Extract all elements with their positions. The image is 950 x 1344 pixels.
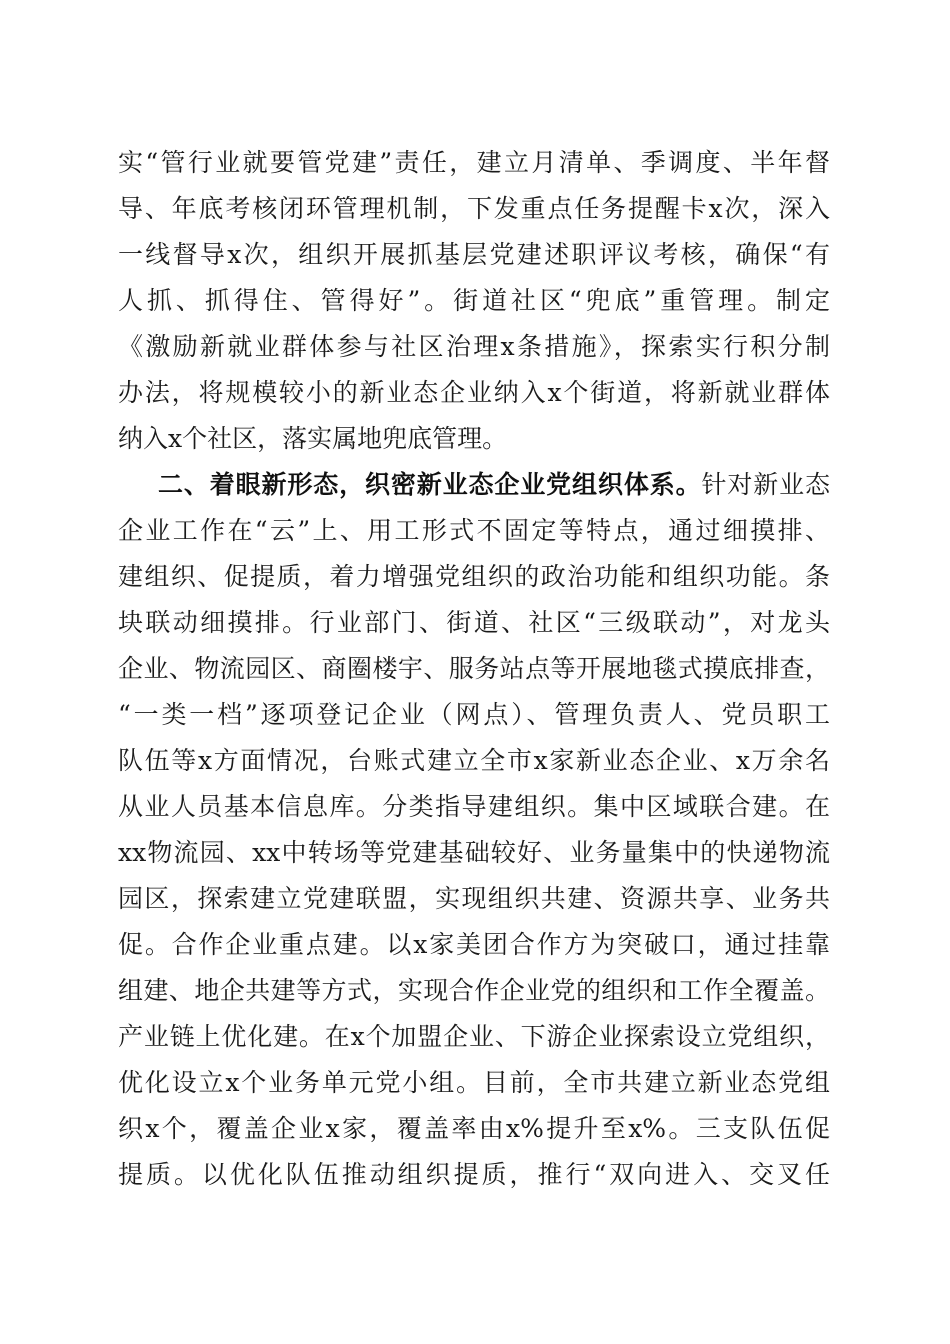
text-line: “一类一档”逐项登记企业（网点）、管理负责人、党员职工 <box>118 700 830 729</box>
text-line: 园区，探索建立党建联盟，实现组织共建、资源共享、业务共 <box>118 884 830 913</box>
text-line: 组建、地企共建等方式，实现合作企业党的组织和工作全覆盖。 <box>118 976 830 1005</box>
text-line: 导、年底考核闭环管理机制，下发重点任务提醒卡x次，深入 <box>118 194 830 223</box>
text-line: 织x个，覆盖企业x家，覆盖率由x%提升至x%。三支队伍促 <box>118 1114 830 1143</box>
text-line: 促。合作企业重点建。以x家美团合作方为突破口，通过挂靠 <box>118 930 830 959</box>
text-line: 一线督导x次，组织开展抓基层党建述职评议考核，确保“有 <box>118 240 830 269</box>
text-line: 提质。以优化队伍推动组织提质，推行“双向进入、交叉任 <box>118 1160 830 1189</box>
paragraph-responsibility <box>118 140 830 462</box>
section-heading: 二、着眼新形态，织密新业态企业党组织体系。 <box>158 470 702 499</box>
text-line: 实“管行业就要管党建”责任，建立月清单、季调度、半年督 <box>118 148 830 177</box>
text-line: 企业、物流园区、商圈楼宇、服务站点等开展地毯式摸底排查， <box>118 654 830 683</box>
text-line: 从业人员基本信息库。分类指导建组织。集中区域联合建。在 <box>118 792 830 821</box>
text-line: 办法，将规模较小的新业态企业纳入x个街道，将新就业群体 <box>118 378 830 407</box>
text-line: 《激励新就业群体参与社区治理x条措施》，探索实行积分制 <box>118 332 830 361</box>
text-line: xx物流园、xx中转场等党建基础较好、业务量集中的快递物流 <box>118 838 830 867</box>
text-line: 块联动细摸排。行业部门、街道、社区“三级联动”，对龙头 <box>118 608 830 637</box>
heading-line <box>118 462 830 508</box>
text-line: 产业链上优化建。在x个加盟企业、下游企业探索设立党组织， <box>118 1022 830 1051</box>
text-line: 队伍等x方面情况，台账式建立全市x家新业态企业、x万余名 <box>118 746 830 775</box>
text-line: 人抓、抓得住、管得好”。街道社区“兜底”重管理。制定 <box>118 286 830 315</box>
text-line: 优化设立x个业务单元党小组。目前，全市共建立新业态党组 <box>118 1068 830 1097</box>
heading-line-rest: 针对新业态 <box>701 470 830 499</box>
paragraph-organization-system <box>118 462 830 1198</box>
text-line: 建组织、促提质，着力增强党组织的政治功能和组织功能。条 <box>118 562 830 591</box>
text-line: 企业工作在“云”上、用工形式不固定等特点，通过细摸排、 <box>118 516 830 545</box>
text-line: 纳入x个社区，落实属地兜底管理。 <box>118 424 508 453</box>
